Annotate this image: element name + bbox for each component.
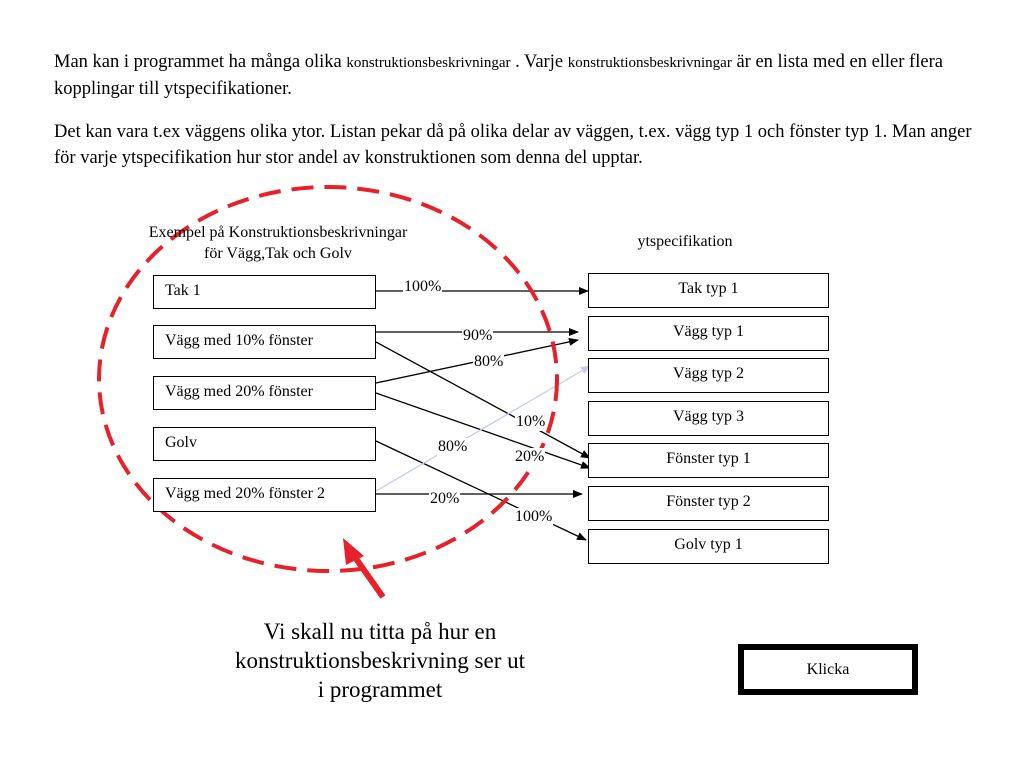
percent-label: 20% <box>515 448 545 465</box>
click-button[interactable]: Klicka <box>738 644 918 695</box>
construction-box-vagg-20: Vägg med 20% fönster <box>153 376 376 410</box>
constructions-caption <box>108 222 448 264</box>
footer-message-line: Vi skall nu titta på hur en <box>263 619 497 644</box>
construction-box-golv: Golv <box>153 427 376 461</box>
intro-term: konstruktionsbeskrivningar <box>346 55 511 71</box>
percent-label: 20% <box>430 490 460 507</box>
percent-label: 10% <box>516 413 546 430</box>
surface-box-fonster-typ-1: Fönster typ 1 <box>588 443 829 478</box>
intro-paragraph-2: Det kan vara t.ex väggens olika ytor. Listan pekar då på olika delar av väggen, t.ex. vägg typ 1 och fönster typ 1. Man anger för varje ytspecifikation hur stor andel av konstruktionen som denna del upptar. <box>54 122 972 168</box>
intro-term: konstruktionsbeskrivningar <box>567 55 732 71</box>
surface-box-vagg-typ-3: Vägg typ 3 <box>588 401 829 436</box>
percent-label: 80% <box>474 353 504 370</box>
construction-box-vagg-20-2: Vägg med 20% fönster 2 <box>153 478 376 512</box>
percent-label: 100% <box>404 278 442 295</box>
footer-message-line: i programmet <box>317 677 443 702</box>
constructions-caption-line: Exempel på Konstruktionsbeskrivningar <box>148 224 408 241</box>
footer-message-line: konstruktionsbeskrivning ser ut <box>234 648 526 673</box>
surface-box-golv-typ-1: Golv typ 1 <box>588 529 829 564</box>
surfaces-caption: ytspecifikation <box>637 233 733 250</box>
intro-text: är en lista med en eller flera kopplingar till ytspecifikationer. <box>54 52 943 99</box>
surface-box-fonster-typ-2: Fönster typ 2 <box>588 486 829 521</box>
percent-label: 90% <box>463 327 493 344</box>
percent-label: 80% <box>438 438 468 455</box>
construction-box-vagg-10: Vägg med 10% fönster <box>153 325 376 359</box>
constructions-caption-line: för Vägg,Tak och Golv <box>204 245 352 262</box>
intro-text: . Varje <box>510 52 568 72</box>
surface-box-vagg-typ-1: Vägg typ 1 <box>588 316 829 351</box>
percent-label: 100% <box>515 508 553 525</box>
intro-text: Man kan i programmet ha många olika <box>54 52 347 72</box>
construction-box-tak-1: Tak 1 <box>153 275 376 309</box>
surface-box-vagg-typ-2: Vägg typ 2 <box>588 358 829 393</box>
footer-message <box>190 617 570 704</box>
surface-box-tak-typ-1: Tak typ 1 <box>588 273 829 308</box>
